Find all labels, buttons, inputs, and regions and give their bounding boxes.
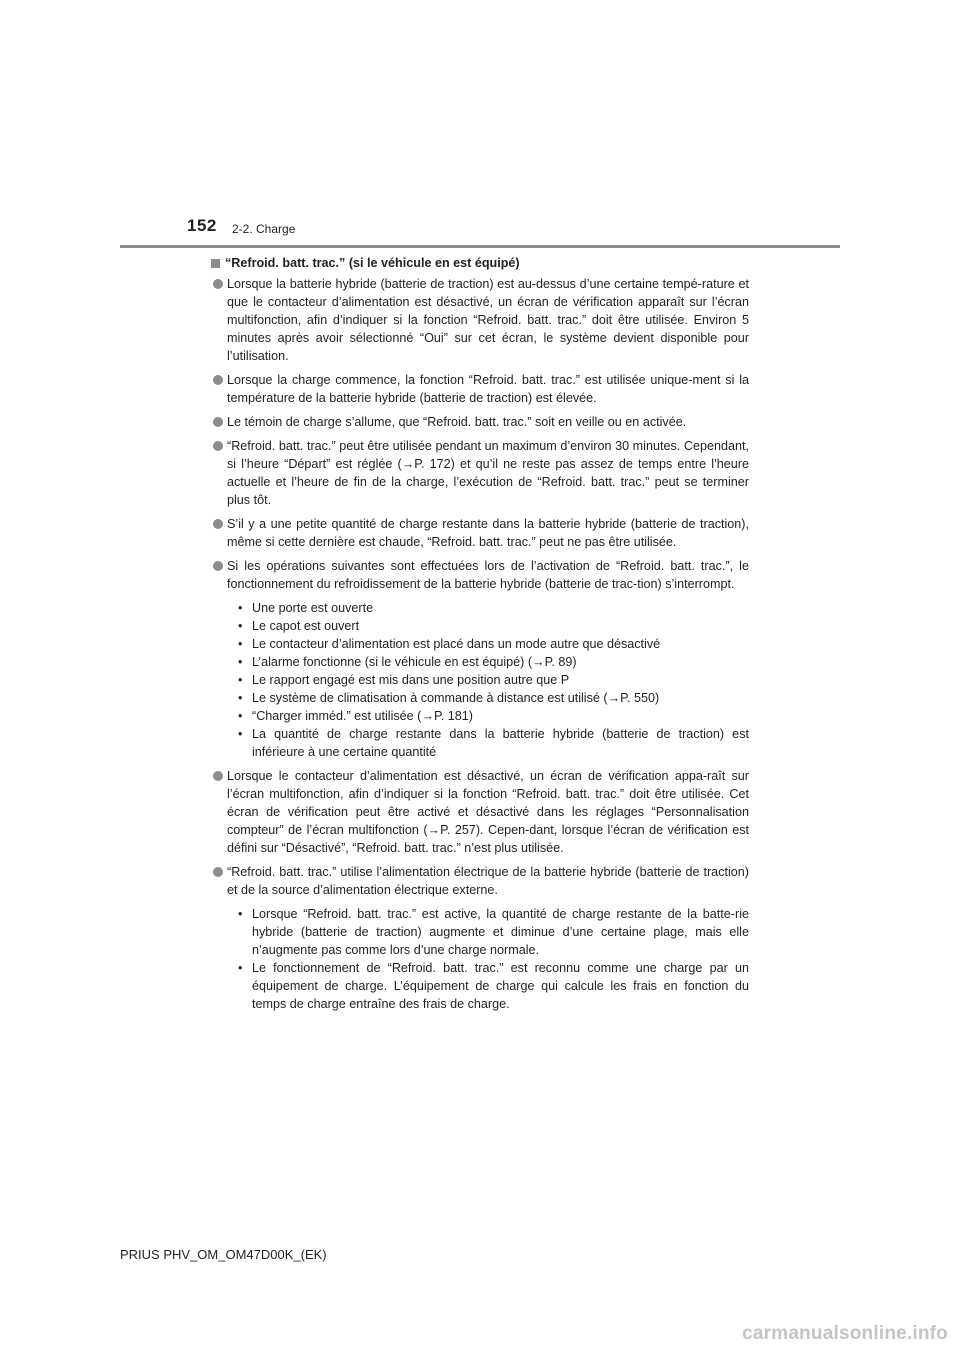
sub-list-item: • L’alarme fonctionne (si le véhicule en est équipé) (→P. 89) [238, 655, 577, 669]
sub-list-item: • Le fonctionnement de “Refroid. batt. trac.” est reconnu comme une charge par un équipement de charge. L’équipement de charge qui calcule les frais en fonction du temps de charge entraîne des frais de charge. [238, 961, 749, 1011]
page-number: 152 [187, 216, 217, 235]
sub-list-item: • “Charger imméd.” est utilisée (→P. 181) [238, 709, 473, 723]
sub-list-item: • Le contacteur d’alimentation est placé dans un mode autre que désactivé [238, 637, 661, 651]
sub-list-item: • Le rapport engagé est mis dans une position autre que P [238, 673, 570, 687]
section-heading [211, 254, 749, 272]
section-label: 2-2. Charge [232, 222, 296, 236]
circle-bullet-icon [213, 771, 223, 781]
sub-list-item: • La quantité de charge restante dans la batterie hybride (batterie de traction) est inférieure à une certaine quantité [238, 727, 749, 759]
circle-bullet-icon [213, 375, 223, 385]
interrupt-conditions-list [211, 599, 749, 761]
circle-bullet-icon [213, 279, 223, 289]
circle-bullet-icon [213, 519, 223, 529]
list-item: Lorsque la batterie hybride (batterie de traction) est au-dessus d’une certaine tempé-rature et que le contacteur d’alimentation est désactivé, un écran de vérification apparaît sur l’écran multifonction, afin d’indiquer si la fonction “Refroid. batt. trac.” doit être utilisée. Environ 5 minutes après avoir sélectionné “Oui” sur cet écran, le système devient disponible pour l’utilisation. [211, 275, 749, 365]
page-content [211, 254, 749, 1019]
power-notes-list [211, 905, 749, 1013]
circle-bullet-icon [213, 441, 223, 451]
list-item: S’il y a une petite quantité de charge restante dans la batterie hybride (batterie de traction), même si cette dernière est chaude, “Refroid. batt. trac.” peut ne pas être utilisée. [211, 515, 749, 551]
document-code: PRIUS PHV_OM_OM47D00K_(EK) [120, 1247, 327, 1262]
circle-bullet-icon [213, 417, 223, 427]
list-item: “Refroid. batt. trac.” peut être utilisée pendant un maximum d’environ 30 minutes. Cependant, si l’heure “Départ” est réglée (→P. 172) et qu’il ne reste pas assez de temps entre l’heure actuelle et l’heure de fin de la charge, l’exécution de “Refroid. batt. trac.” peut se terminer plus tôt. [211, 437, 749, 509]
sub-list-item: • Le capot est ouvert [238, 619, 360, 633]
square-bullet-icon [211, 259, 220, 268]
sub-list-item: • Le système de climatisation à commande à distance est utilisé (→P. 550) [238, 691, 660, 705]
circle-bullet-icon [213, 561, 223, 571]
sub-list-item: • Lorsque “Refroid. batt. trac.” est active, la quantité de charge restante de la batte-rie hybride (batterie de traction) augmente et diminue d’une certaine plage, mais elle n’augmente pas comme lors d’une charge normale. [238, 907, 749, 957]
watermark: carmanualsonline.info [742, 1323, 948, 1344]
section-title: “Refroid. batt. trac.” (si le véhicule en est équipé) [225, 256, 520, 270]
list-item: Le témoin de charge s’allume, que “Refroid. batt. trac.” soit en veille ou en activée. [211, 413, 749, 431]
circle-bullet-icon [213, 867, 223, 877]
sub-list-item: • Une porte est ouverte [238, 601, 374, 615]
list-item: Si les opérations suivantes sont effectuées lors de l’activation de “Refroid. batt. trac.”, le fonctionnement du refroidissement de la batterie hybride (batterie de trac-tion) s’interrompt. [211, 557, 749, 593]
list-item: “Refroid. batt. trac.” utilise l’alimentation électrique de la batterie hybride (batterie de traction) et de la source d’alimentation électrique externe. [211, 863, 749, 899]
header-divider [120, 245, 840, 248]
list-item: Lorsque la charge commence, la fonction “Refroid. batt. trac.” est utilisée unique-ment si la température de la batterie hybride (batterie de traction) est élevée. [211, 371, 749, 407]
list-item: Lorsque le contacteur d’alimentation est désactivé, un écran de vérification appa-raît sur l’écran multifonction, afin d’indiquer si la fonction “Refroid. batt. trac.” doit être utilisée. Cet écran de vérification peut être activé et désactivé dans les réglages “Personnalisation compteur” de l’écran multifonction (→P. 257). Cepen-dant, lorsque l’écran de vérification est défini sur “Désactivé”, “Refroid. batt. trac.” n’est plus utilisée. [211, 767, 749, 857]
